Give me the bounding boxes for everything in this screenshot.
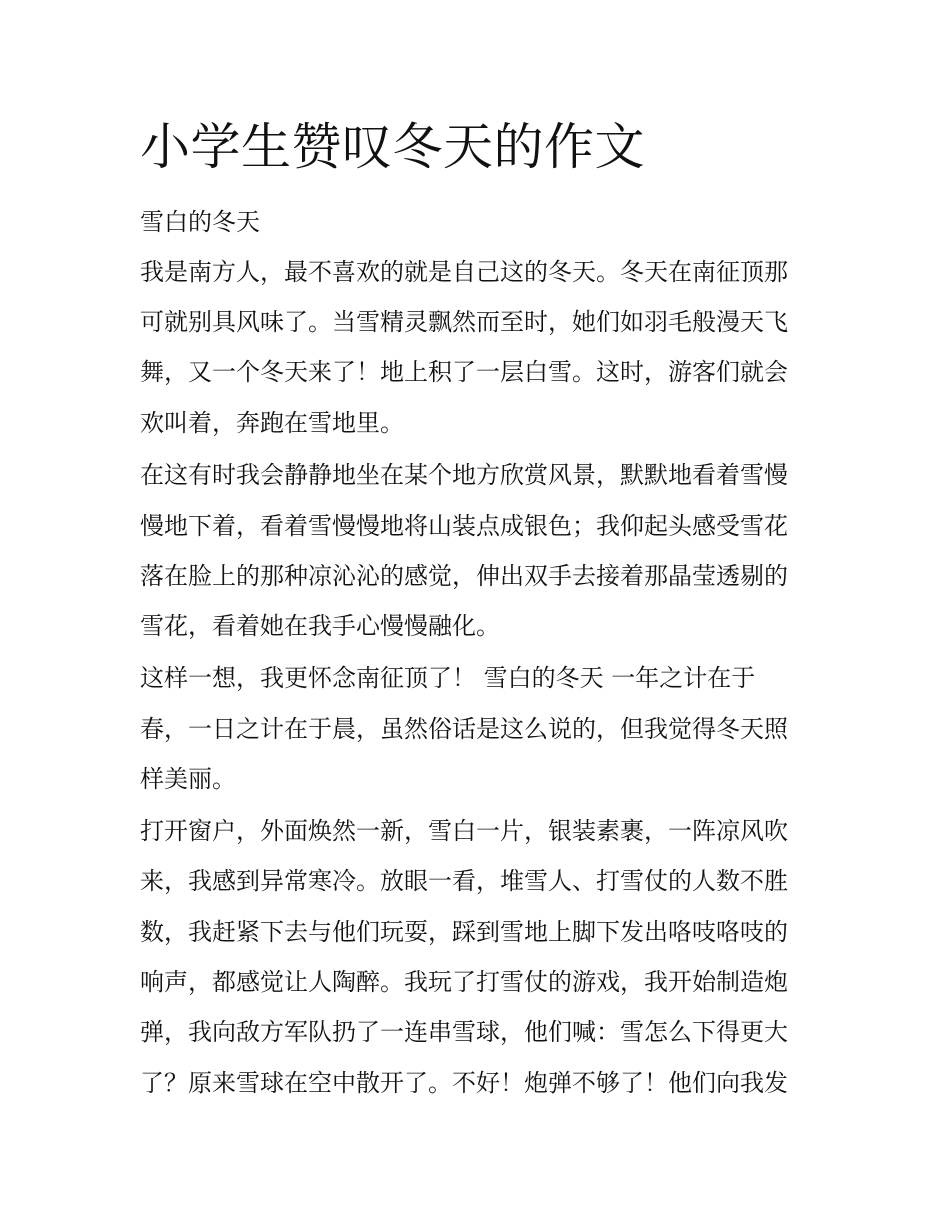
- paragraph-line: 样美丽。: [140, 765, 236, 793]
- paragraph-line: 打开窗户，外面焕然一新，雪白一片，银装素裹，一阵凉风吹: [140, 817, 788, 845]
- paragraph-line: 可就别具风味了。当雪精灵飘然而至时，她们如羽毛般漫天飞: [140, 308, 788, 336]
- paragraph-line: 我是南方人，最不喜欢的就是自己这的冬天。冬天在南征顶那: [140, 258, 788, 286]
- document-title: 小学生赞叹冬天的作文: [140, 118, 645, 176]
- paragraph-line: 雪花，看着她在我手心慢慢融化。: [140, 612, 500, 640]
- paragraph-line: 响声，都感觉让人陶醉。我玩了打雪仗的游戏，我开始制造炮: [140, 968, 788, 996]
- paragraph-line: 这样一想，我更怀念南征顶了！ 雪白的冬天 一年之计在于: [140, 664, 756, 692]
- paragraph-line: 弹，我向敌方军队扔了一连串雪球，他们喊：雪怎么下得更大: [140, 1018, 788, 1046]
- paragraph-line: 慢地下着，看着雪慢慢地将山装点成银色；我仰起头感受雪花: [140, 512, 788, 540]
- paragraph-line: 了？原来雪球在空中散开了。不好！炮弹不够了！他们向我发: [140, 1069, 788, 1097]
- paragraph-line: 来，我感到异常寒冷。放眼一看，堆雪人、打雪仗的人数不胜: [140, 867, 788, 895]
- paragraph-line: 在这有时我会静静地坐在某个地方欣赏风景，默默地看着雪慢: [140, 461, 788, 489]
- paragraph-line: 数，我赶紧下去与他们玩耍，踩到雪地上脚下发出咯吱咯吱的: [140, 918, 788, 946]
- paragraph-line: 落在脸上的那种凉沁沁的感觉，伸出双手去接着那晶莹透剔的: [140, 562, 788, 590]
- paragraph-line: 春，一日之计在于晨，虽然俗话是这么说的，但我觉得冬天照: [140, 715, 788, 743]
- paragraph-line: 舞，又一个冬天来了！地上积了一层白雪。这时，游客们就会: [140, 358, 788, 386]
- paragraph-line: 欢叫着，奔跑在雪地里。: [140, 409, 404, 437]
- document-subtitle: 雪白的冬天: [140, 208, 260, 236]
